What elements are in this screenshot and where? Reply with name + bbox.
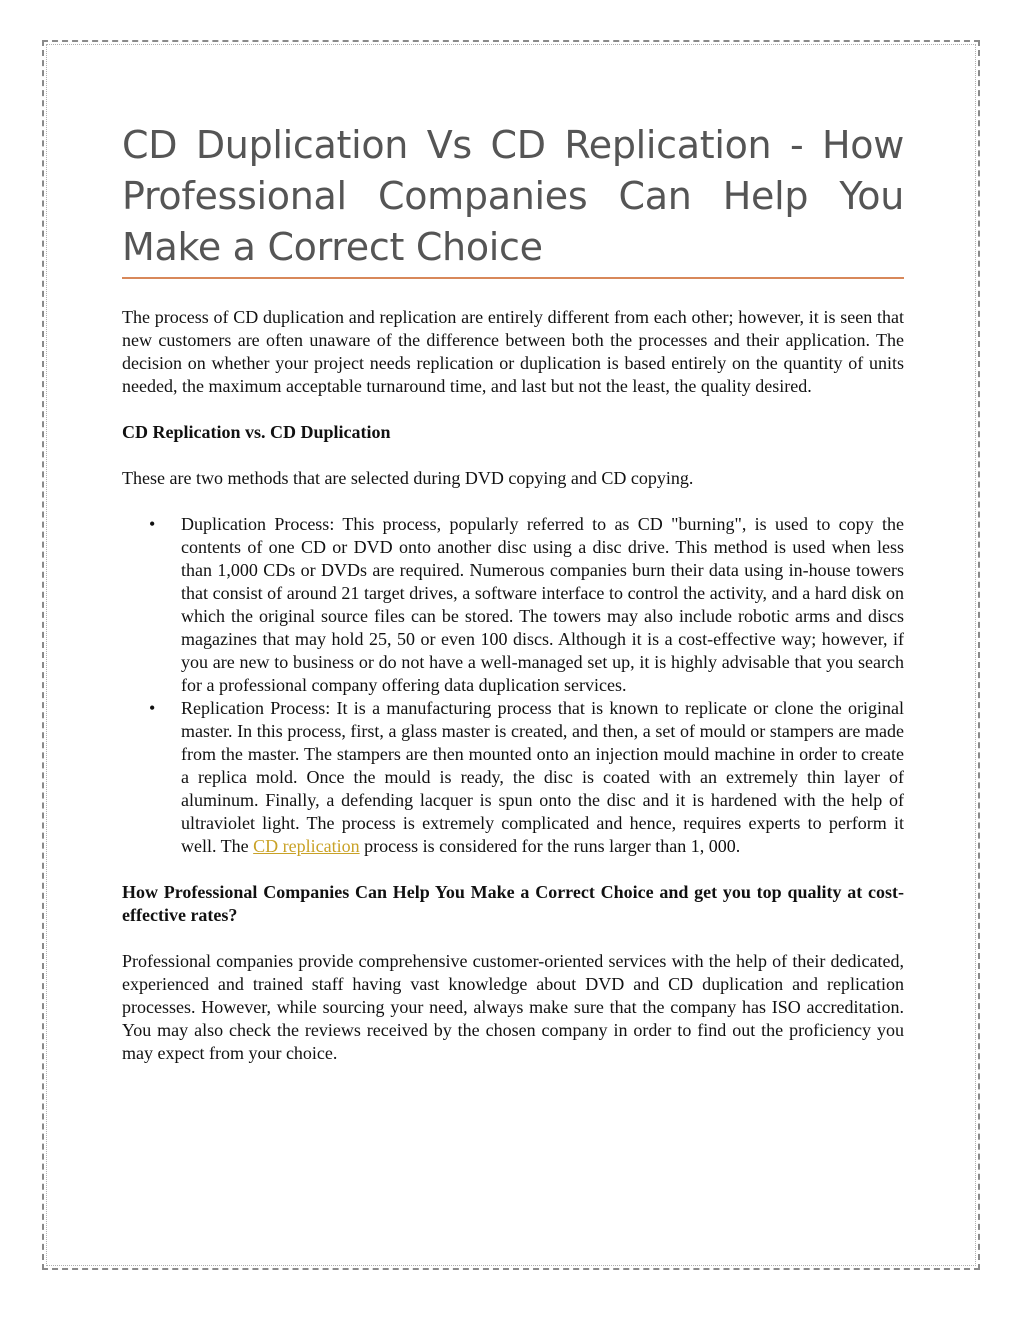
intro-paragraph: The process of CD duplication and replication are entirely different from each other; however, it is seen that new customers are often unaware of the difference between both the processes and their application. The decision on whether your project needs replication or duplication is based entirely on the quantity of units needed, the maximum acceptable turnaround time, and last but not the least, the quality desired. [122,307,904,396]
conclusion-paragraph: Professional companies provide comprehensive customer-oriented services with the help of their dedicated, experienced and trained staff having vast knowledge about DVD and CD duplication and replication processes. However, while sourcing your need, always make sure that the company has ISO accreditation. You may also check the reviews received by the chosen company in order to find out the proficiency you may expect from your choice. [122,951,904,1063]
replication-text-part-2: process is considered for the runs larger than 1, 000. [359,836,741,856]
document-content [122,120,904,1065]
methods-bullet-list [122,513,904,858]
list-item-replication-process [122,697,904,858]
section-heading-replication-vs-duplication: CD Replication vs. CD Duplication [122,422,391,442]
bullet-icon: • [149,514,156,534]
replication-process-text [181,697,904,858]
section-heading-professional-companies: How Professional Companies Can Help You Make a Correct Choice and get you top quality at cost-effective rates? [122,882,904,925]
duplication-process-text: Duplication Process: This process, popularly referred to as CD "burning", is used to copy the contents of one CD or DVD onto another disc using a disc drive. This method is used when less than 1,000 CDs or DVDs are required. Numerous companies burn their data using in-house towers that consist of around 21 target drives, a software interface to control the activity, and a hard disk on which the original source files can be stored. The towers may also include robotic arms and discs magazines that may hold 25, 50 or even 100 discs. Although it is a cost-effective way; however, if you are new to business or do not have a well-managed set up, it is highly advisable that you search for a professional company offering data duplication services. [181,514,904,695]
document-title: CD Duplication Vs CD Replication - How Professional Companies Can Help You Make a Correct Choice [122,120,904,279]
bullet-icon: • [149,698,156,718]
replication-text-part-1: Replication Process: It is a manufacturing process that is known to replicate or clone the original master. In this process, first, a glass master is created, and then, a set of mould or stampers are made from the master. The stampers are then mounted onto an injection mould machine in order to create a replica mold. Once the mould is ready, the disc is coated with an extremely thin layer of aluminum. Finally, a defending lacquer is spun onto the disc and it is hardened with the help of ultraviolet light. The process is extremely complicated and hence, requires experts to perform it well. The [181,698,904,856]
list-item-duplication-process [122,513,904,697]
cd-replication-link[interactable]: CD replication [253,836,360,856]
methods-intro-paragraph: These are two methods that are selected during DVD copying and CD copying. [122,468,694,488]
